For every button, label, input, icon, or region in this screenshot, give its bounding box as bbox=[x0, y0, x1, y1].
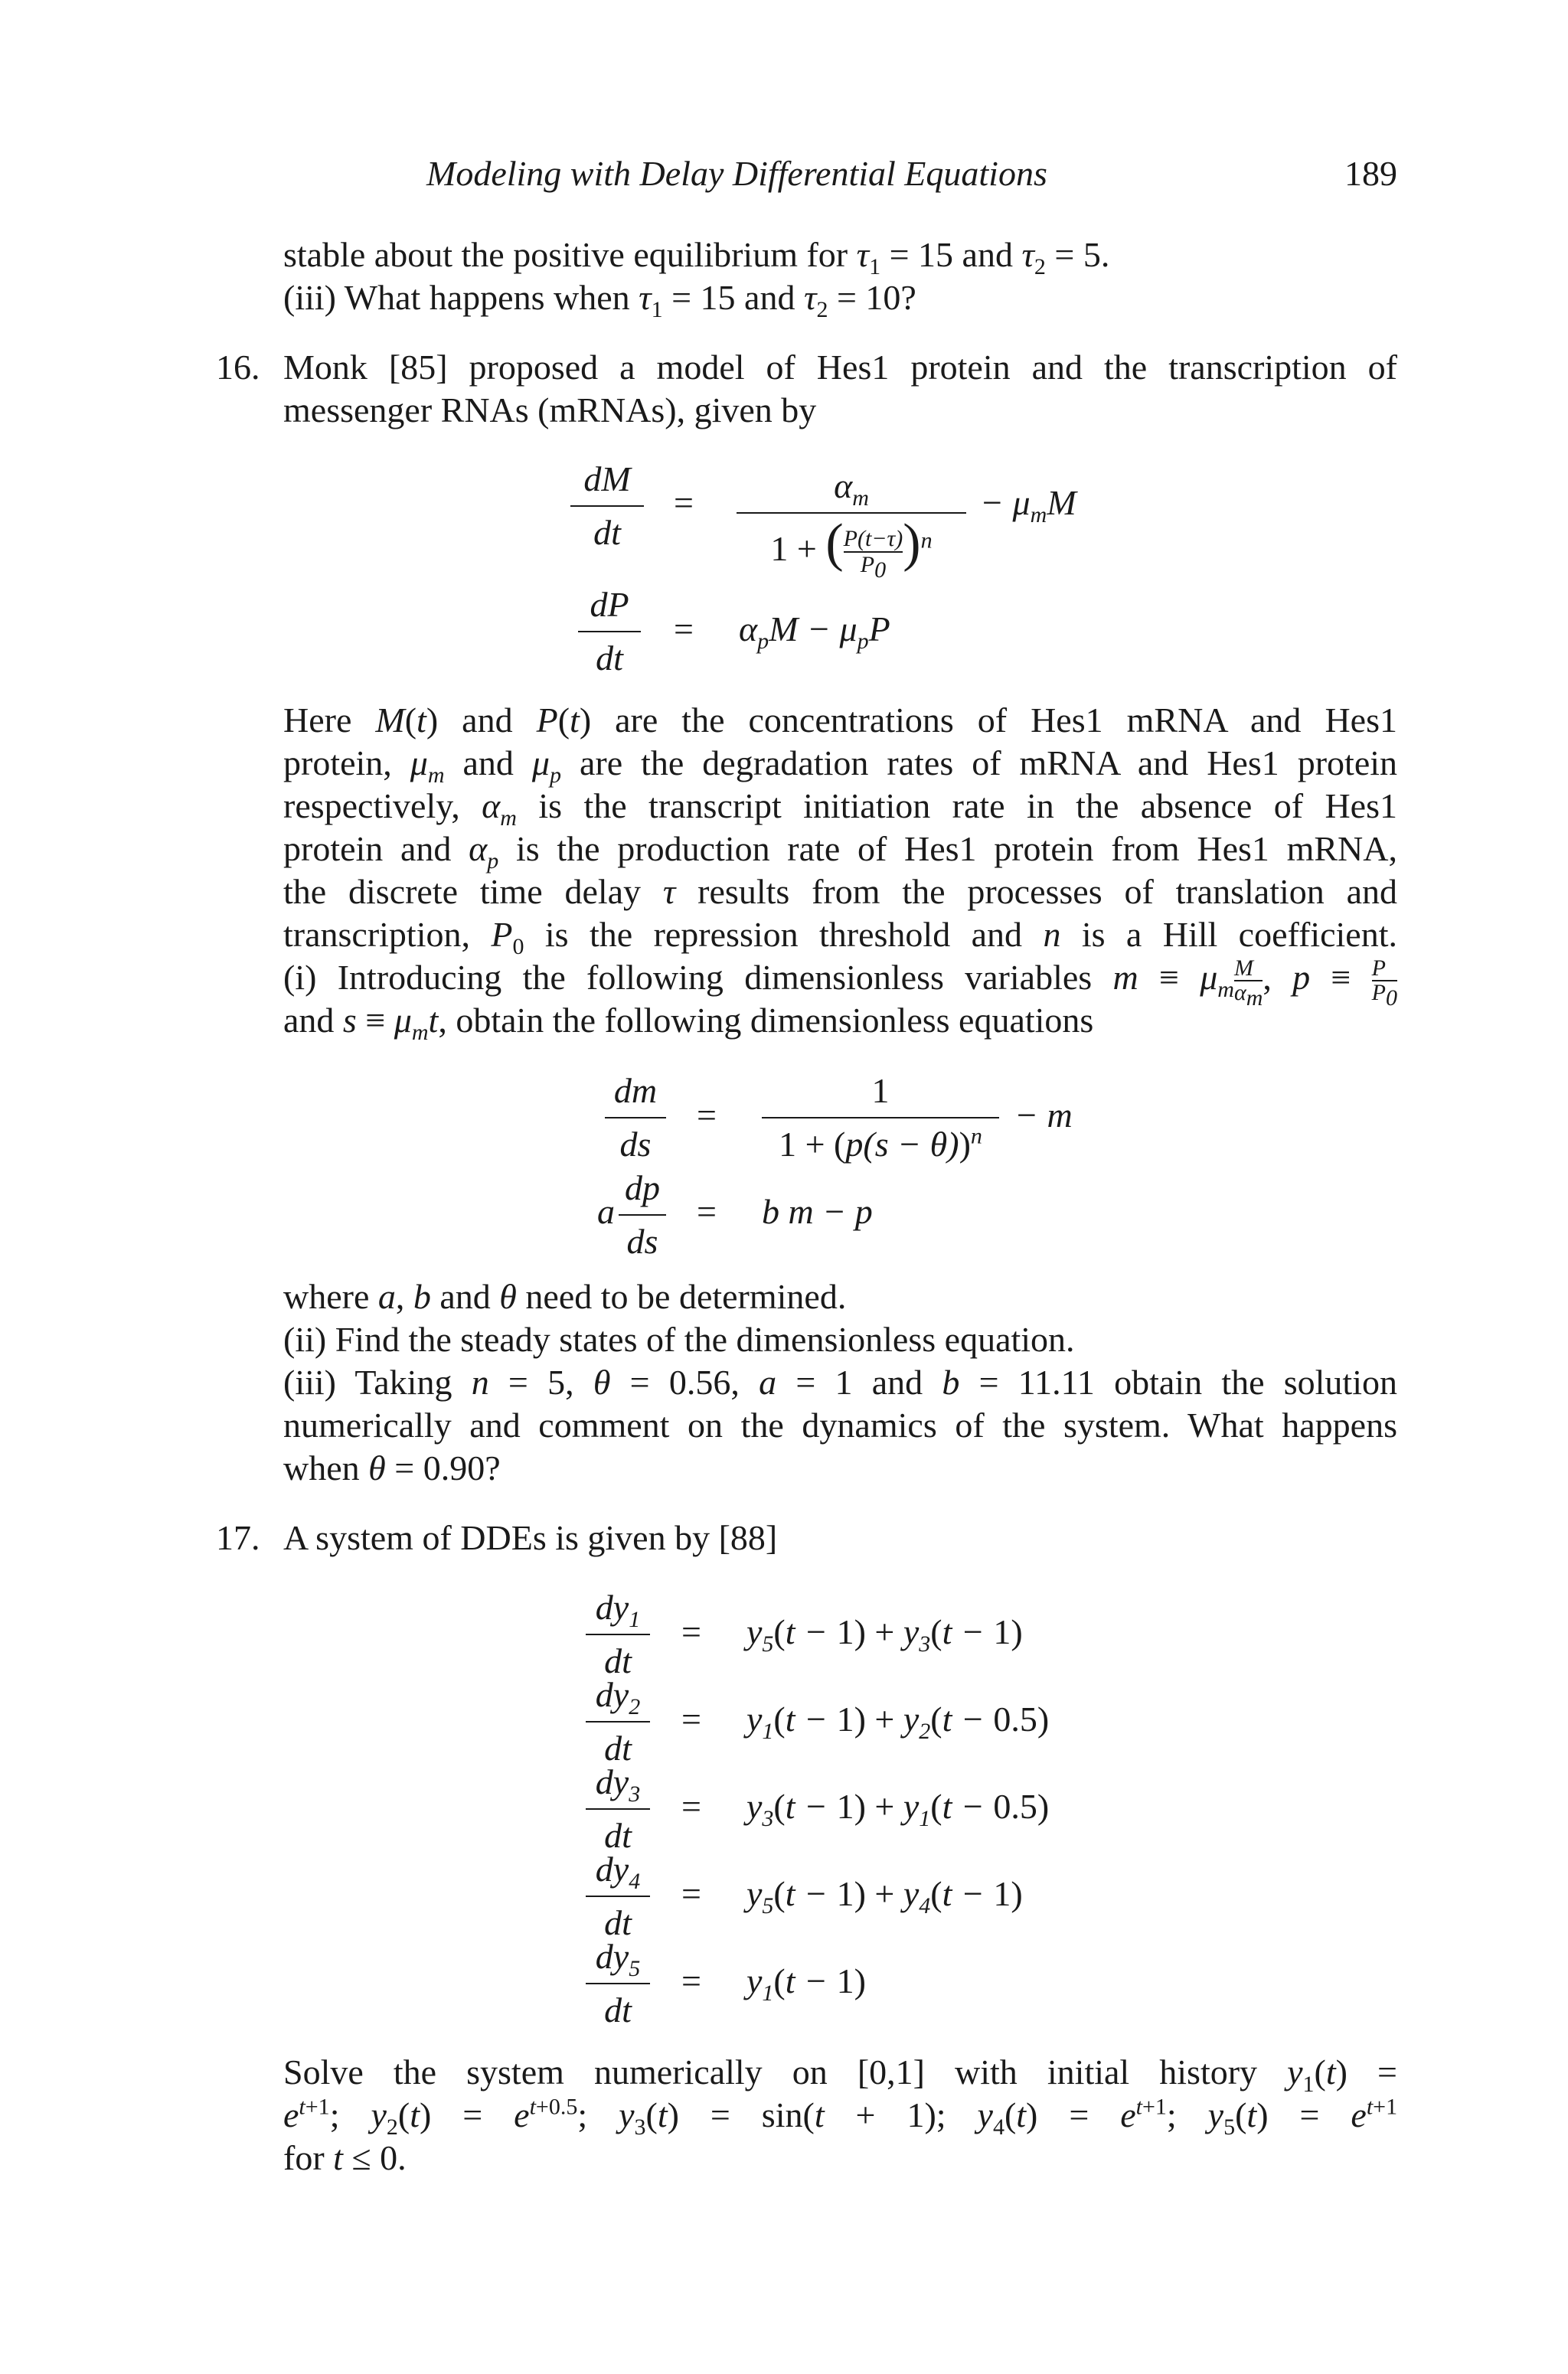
equals-sign: = bbox=[697, 1192, 717, 1231]
rhs-bm-p: b m − p bbox=[762, 1192, 873, 1231]
equals-sign: = bbox=[681, 1787, 701, 1826]
rhs-dy5: $y_1(t - 1)$ bbox=[746, 1961, 866, 2007]
fraction-one-over: 1 $1 + (p(s - \theta))^n$ bbox=[762, 1068, 999, 1167]
problem-16-intro-1: Monk [85] proposed a model of Hes1 protein and the transcription of bbox=[283, 348, 1397, 387]
equals-sign: = bbox=[674, 609, 694, 648]
paragraph-line-5: the discrete time delay τ results from the processes of translation and bbox=[283, 872, 1397, 911]
rhs-dy3: $y_3(t - 1) + y_1(t - 0.5)$ bbox=[746, 1787, 1050, 1832]
rhs-dy2: $y_1(t - 1) + y_2(t - 0.5)$ bbox=[746, 1700, 1050, 1745]
running-header bbox=[283, 153, 1397, 199]
fraction-dy4-dt: $dy_4$ dt bbox=[586, 1847, 650, 1946]
page-number: 189 bbox=[1344, 154, 1397, 193]
paragraph-line-7: (i) Introducing the following dimensionless variables $m \equiv \mu_m$ $\frac{M}{\alpha_m}$ , p ≡ $\frac{P}{P_0}$ bbox=[283, 955, 1397, 1011]
closing-line-1: Solve the system numerically on [0,1] with initial history $y_1(t)$ = bbox=[283, 2052, 1397, 2098]
after-line-4: numerically and comment on the dynamics of the system. What happens bbox=[283, 1406, 1397, 1445]
fraction-dP-dt: dP dt bbox=[578, 582, 641, 681]
equals-sign: = bbox=[674, 483, 694, 522]
equals-sign: = bbox=[697, 1096, 717, 1135]
fraction-dy3-dt: $dy_3$ dt bbox=[586, 1759, 650, 1859]
equals-sign: = bbox=[681, 1874, 701, 1913]
continuation-line-2: (iii) What happens when $\tau_1 = 15$ and $\tau_2 = 10$? bbox=[283, 278, 916, 323]
chapter-title: Modeling with Delay Differential Equations bbox=[426, 154, 1047, 193]
paragraph-line-1: Here M(t) and P(t) are the concentrations of Hes1 mRNA and Hes1 bbox=[283, 700, 1397, 740]
problem-17-intro: A system of DDEs is given by [88] bbox=[283, 1518, 778, 1557]
continuation-line-1: stable about the positive equilibrium for $\tau_1 = 15$ and $\tau_2 = 5$. bbox=[283, 235, 1110, 280]
equals-sign: = bbox=[681, 1700, 701, 1739]
fraction-dy2-dt: $dy_2$ dt bbox=[586, 1672, 650, 1772]
decay-term-m: − $\mu_mM$ bbox=[980, 483, 1076, 528]
paragraph-line-2: protein, $\mu_m$ and $\mu_p$ are the degradation rates of mRNA and Hes1 protein bbox=[283, 743, 1398, 789]
rhs-dy4: $y_5(t - 1) + y_4(t - 1)$ bbox=[746, 1874, 1023, 1919]
closing-line-3: for t ≤ 0. bbox=[283, 2138, 407, 2177]
after-line-3: (iii) Taking n = 5, θ = 0.56, a = 1 and b = 11.11 obtain the solution bbox=[283, 1363, 1397, 1402]
problem-16-intro-2: messenger RNAs (mRNAs), given by bbox=[283, 390, 817, 429]
paragraph-line-4: protein and $\alpha_p$ is the production rate of Hes1 protein from Hes1 mRNA, bbox=[283, 829, 1397, 874]
after-line-1: where a, b and θ need to be determined. bbox=[283, 1277, 847, 1316]
rhs-alpha-p: $\alpha_pM - \mu_pP$ bbox=[739, 609, 890, 655]
fraction-dM-dt: dM dt bbox=[570, 456, 644, 556]
problem-16-number: 16. bbox=[216, 348, 260, 387]
paragraph-line-8: and $s \equiv \mu_mt$, obtain the following dimensionless equations bbox=[283, 1001, 1094, 1046]
fraction-dm-ds: dm ds bbox=[605, 1068, 666, 1167]
after-line-2: (ii) Find the steady states of the dimensionless equation. bbox=[283, 1320, 1075, 1359]
rhs-dy1: $y_5(t - 1) + y_3(t - 1)$ bbox=[746, 1612, 1023, 1657]
minus-m: − m bbox=[1014, 1096, 1073, 1135]
fraction-dy5-dt: $dy_5$ dt bbox=[586, 1934, 650, 2033]
fraction-dy1-dt: $dy_1$ dt bbox=[586, 1585, 650, 1684]
equals-sign: = bbox=[681, 1612, 701, 1651]
paragraph-line-3: respectively, $\alpha_m$ is the transcript initiation rate in the absence of Hes1 bbox=[283, 786, 1397, 831]
equals-sign: = bbox=[681, 1961, 701, 2000]
coefficient-a: a bbox=[597, 1192, 615, 1231]
after-line-5: when θ = 0.90? bbox=[283, 1448, 501, 1487]
fraction-alpha-m: $\alpha_m$ 1 + ( $\frac{P(t-\tau)}{P_0}$ )$^n$ bbox=[737, 463, 966, 577]
closing-line-2: $e^{t+1}$; $y_2(t) = e^{t+0.5}$; $y_3(t) = \sin(t + 1)$; $y_4(t) = e^{t+1}$; $y_5(t) = e^{t+1}$ bbox=[283, 2094, 1398, 2141]
problem-17-number: 17. bbox=[216, 1518, 260, 1557]
paragraph-line-6: transcription, $P_0$ is the repression threshold and n is a Hill coefficient. bbox=[283, 915, 1397, 960]
fraction-dp-ds: dp ds bbox=[619, 1165, 666, 1265]
